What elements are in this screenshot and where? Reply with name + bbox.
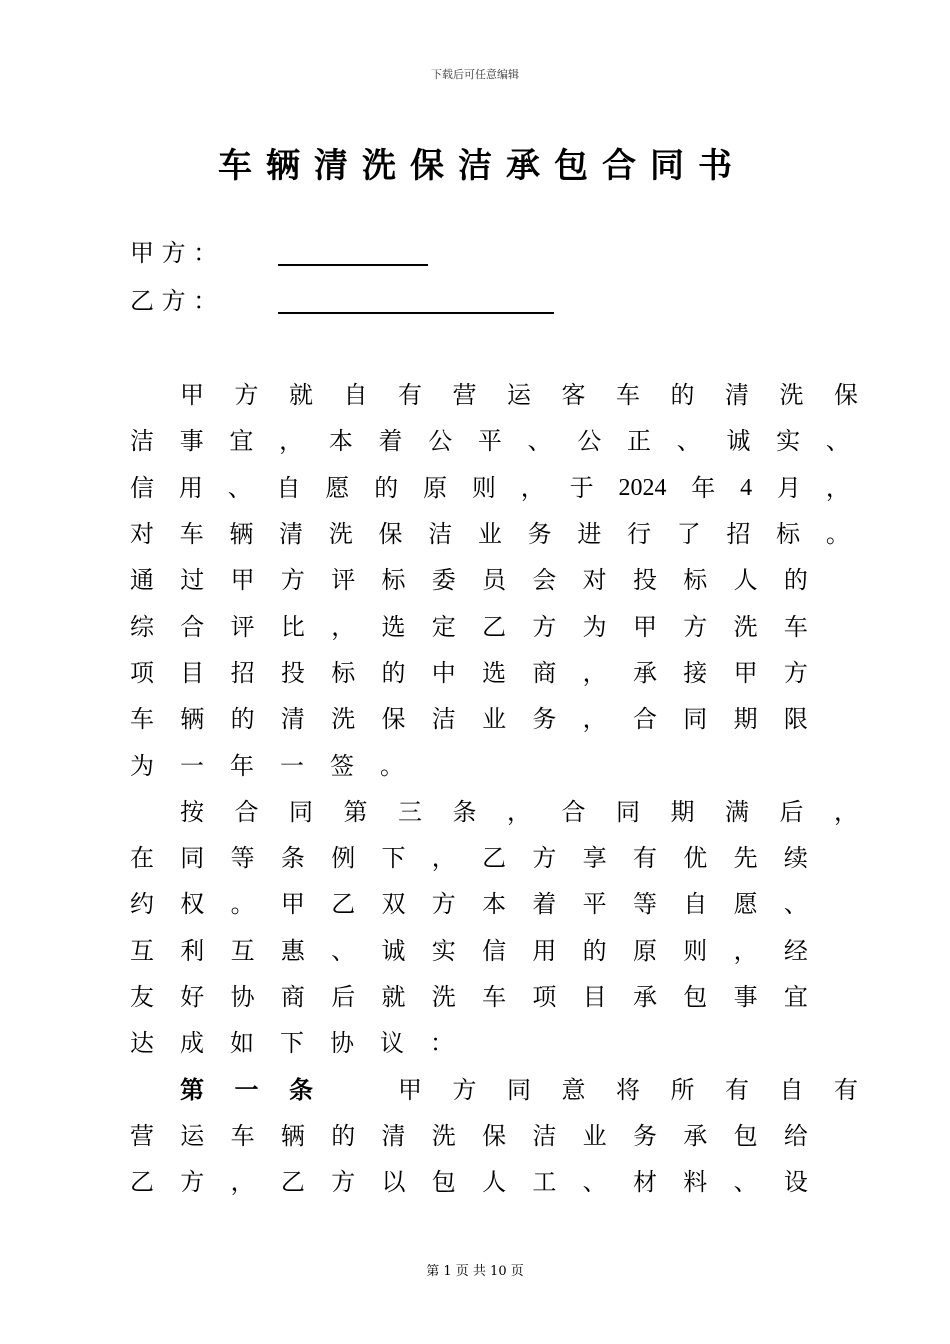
text-char: 车	[482, 983, 507, 1011]
text-char: 保	[378, 520, 403, 549]
text-char: 乙	[482, 612, 507, 641]
text-char: 的	[230, 705, 255, 734]
text-char: 先	[733, 844, 758, 873]
text-char: 标	[331, 658, 356, 687]
text-char: 了	[676, 520, 701, 549]
header-note: 下载后可任意编辑	[431, 68, 519, 81]
text-char: 招	[726, 520, 751, 549]
text-char: 洗	[733, 612, 758, 641]
text-char: 自	[683, 890, 708, 919]
article1-line	[130, 1159, 808, 1205]
text-char: ，	[431, 844, 456, 873]
text-char: 保	[381, 705, 406, 734]
text-char: 限	[783, 705, 808, 734]
text-char: 成	[180, 1029, 204, 1058]
text-char: 优	[683, 844, 708, 873]
text-char: 方	[683, 612, 708, 641]
text-char: 对	[130, 520, 154, 549]
text-char: 会	[532, 566, 557, 595]
text-char: 一	[180, 751, 204, 780]
text-char: 甲	[280, 890, 305, 919]
text-char: 洁	[130, 427, 154, 456]
paragraph1-line	[130, 603, 808, 649]
text-char: 自	[276, 473, 301, 502]
text-char: 洁	[428, 520, 453, 549]
text-char: 方	[280, 566, 305, 595]
text-char: 车	[179, 520, 204, 549]
text-char: 承	[632, 658, 657, 687]
text-char: 洁	[431, 705, 456, 734]
text-char: 营	[452, 381, 477, 410]
text-char: 方	[452, 1075, 477, 1104]
text-char: 自	[343, 381, 368, 410]
text-char: 评	[331, 566, 356, 595]
text-char: 投	[632, 566, 657, 595]
text-char: 则	[683, 936, 708, 965]
paragraph2-line	[130, 928, 808, 974]
text-char: 、	[825, 427, 850, 456]
text-char: ，	[230, 1168, 255, 1197]
text-char: 业	[482, 705, 507, 734]
text-char: 同	[507, 1075, 531, 1104]
text-char: 合	[180, 612, 205, 641]
text-char: 、	[676, 427, 701, 456]
text-char: 着	[378, 427, 403, 456]
text-char: 议	[380, 1029, 404, 1058]
text-char: 着	[532, 890, 557, 919]
text-char: 保	[834, 381, 858, 410]
text-char: 条	[280, 844, 305, 873]
text-char: 目	[180, 658, 205, 687]
text-char: 项	[532, 983, 557, 1011]
text-char: ，	[733, 936, 758, 965]
party-b-blank	[278, 290, 554, 314]
text-char: 实	[776, 427, 801, 456]
text-char: 方	[431, 890, 456, 919]
text-char: 用	[178, 473, 203, 502]
text-char: 有	[834, 1075, 858, 1104]
text-char: 双	[381, 890, 406, 919]
text-char: 达	[130, 1029, 154, 1058]
text-char: 约	[130, 890, 154, 919]
text-char: 对	[582, 566, 607, 595]
party-a-label: 甲 方 ：	[130, 239, 218, 267]
text-char: 原	[632, 936, 657, 965]
text-char: 、	[783, 890, 808, 919]
text-char: 务	[632, 1121, 657, 1150]
text-char: 宜	[229, 427, 254, 456]
text-char: 诚	[726, 427, 751, 456]
text-char: 。	[230, 890, 255, 919]
text-char: 材	[632, 1168, 657, 1197]
text-char: 评	[230, 612, 255, 641]
text-char: ，	[582, 658, 607, 687]
text-char: 。	[825, 520, 850, 549]
text-char: 方	[331, 1168, 356, 1197]
text-char: 洗	[331, 705, 356, 734]
text-char: 选	[482, 658, 507, 687]
text-char: 同	[289, 797, 313, 826]
text-char: 、	[582, 1168, 607, 1197]
text-char: 乙	[280, 1168, 305, 1197]
text-char: 行	[627, 520, 652, 549]
text-char: 则	[471, 473, 496, 502]
text-char: 。	[380, 751, 404, 780]
paragraph1-line	[130, 418, 850, 464]
text-char: 经	[783, 936, 808, 965]
text-char: 员	[482, 566, 507, 595]
article-heading-char: 条	[289, 1074, 313, 1104]
text-char: 期	[733, 705, 758, 734]
text-char: 比	[280, 612, 305, 641]
text-char: 互	[230, 936, 255, 965]
text-char: 营	[130, 1121, 154, 1150]
text-char: 用	[532, 936, 557, 965]
text-char: 人	[733, 566, 758, 595]
text-char: 商	[280, 983, 305, 1011]
text-char: 享	[582, 844, 607, 873]
text-char: 给	[783, 1121, 808, 1150]
text-char: ，	[834, 797, 858, 826]
text-char: 目	[582, 983, 607, 1011]
text-char: 同	[683, 705, 708, 734]
text-char: 清	[725, 381, 749, 410]
paragraph2-line	[130, 881, 808, 927]
text-char: 有	[632, 844, 657, 873]
text-char: 标	[381, 566, 406, 595]
paragraph2-line	[130, 974, 808, 1020]
text-char: 清	[280, 705, 305, 734]
text-char: 甲	[230, 566, 255, 595]
text-char: 事	[733, 983, 758, 1011]
text-char: 承	[632, 983, 657, 1011]
text-char: 惠	[280, 936, 305, 965]
text-char: 方	[783, 658, 808, 687]
text-char: 包	[683, 983, 708, 1011]
text-char: ，	[507, 797, 531, 826]
text-char: 洗	[779, 381, 804, 410]
text-char: 事	[179, 427, 204, 456]
text-char: 的	[331, 1121, 356, 1150]
text-char: 月	[776, 473, 801, 502]
text-char: 清	[279, 520, 304, 549]
text-char: 等	[632, 890, 657, 919]
text-char: 甲	[398, 1075, 422, 1104]
text-char: 接	[683, 658, 708, 687]
text-char: ，	[825, 473, 850, 502]
text-char: 续	[783, 844, 808, 873]
text-char: 公	[577, 427, 602, 456]
text-char: 将	[616, 1075, 640, 1104]
text-char: ，	[582, 705, 607, 734]
text-char: 委	[431, 566, 456, 595]
text-char: 车	[616, 381, 640, 410]
text-char: 信	[482, 936, 507, 965]
text-char: 诚	[381, 936, 406, 965]
text-char: 综	[130, 612, 154, 641]
text-char: 商	[532, 658, 557, 687]
text-char: 第	[343, 797, 368, 826]
paragraph1-line	[130, 372, 858, 418]
party-a-row	[130, 238, 428, 268]
text-char: 招	[230, 658, 255, 687]
text-char: 利	[180, 936, 205, 965]
text-char: 车	[230, 1121, 255, 1150]
text-char: 包	[733, 1121, 758, 1150]
paragraph1-line	[130, 742, 808, 788]
text-char: 平	[477, 427, 502, 456]
text-char: 以	[381, 1168, 406, 1197]
text-char: 有	[398, 381, 422, 410]
text-char: 车	[130, 705, 154, 734]
text-char: 如	[230, 1029, 254, 1058]
party-b-label: 乙 方 ：	[130, 287, 218, 315]
text-char: 辆	[229, 520, 254, 549]
text-char: 定	[431, 612, 456, 641]
text-char: 选	[381, 612, 406, 641]
text-char: 权	[180, 890, 205, 919]
text-char: 宜	[783, 983, 808, 1011]
text-char: 合	[561, 797, 586, 826]
text-char: 保	[482, 1121, 507, 1150]
text-char: 一	[280, 751, 304, 780]
text-char: 有	[725, 1075, 749, 1104]
article1-first-line	[130, 1066, 858, 1112]
article-heading-char: 一	[234, 1074, 259, 1104]
text-char: 、	[527, 427, 552, 456]
party-a-blank	[278, 242, 428, 266]
text-char: 本	[328, 427, 353, 456]
text-char: 为	[130, 751, 154, 780]
article-heading-char: 第	[180, 1074, 204, 1104]
text-char: 信	[130, 473, 154, 502]
text-char: 辆	[280, 1121, 305, 1150]
text-char: 承	[683, 1121, 708, 1150]
text-char: 、	[331, 936, 356, 965]
text-char: 期	[670, 797, 695, 826]
heading-gap	[344, 1078, 368, 1102]
text-char: 甲	[632, 612, 657, 641]
text-char: 项	[130, 658, 154, 687]
text-char: 等	[230, 844, 255, 873]
text-char: 正	[627, 427, 652, 456]
text-char: 就	[381, 983, 406, 1011]
text-char: 设	[783, 1168, 808, 1197]
text-char: 所	[670, 1075, 695, 1104]
text-char: ，	[331, 612, 356, 641]
text-char: 乙	[130, 1168, 154, 1197]
text-char: 洗	[328, 520, 353, 549]
text-char: 中	[431, 658, 456, 687]
text-char: 业	[477, 520, 502, 549]
text-char: 务	[527, 520, 552, 549]
text-char: 本	[482, 890, 507, 919]
text-char: 工	[532, 1168, 557, 1197]
text-char: 自	[779, 1075, 804, 1104]
text-char: 原	[423, 473, 448, 502]
text-char: 乙	[331, 890, 356, 919]
text-char: 方	[180, 1168, 205, 1197]
text-char: 方	[532, 612, 557, 641]
text-char: 例	[331, 844, 356, 873]
paragraph2-line	[130, 1020, 808, 1066]
article1-line	[130, 1113, 808, 1159]
text-char: 投	[280, 658, 305, 687]
text-char: 三	[398, 797, 422, 826]
text-char: 公	[428, 427, 453, 456]
text-char: 下	[280, 1029, 304, 1058]
text-char: 后	[779, 797, 804, 826]
paragraph2-line	[130, 835, 808, 881]
paragraph1-line	[130, 511, 850, 557]
paragraph1-line	[130, 557, 808, 603]
text-char: 条	[452, 797, 477, 826]
text-char: 、	[227, 473, 252, 502]
party-b-row	[130, 286, 554, 316]
contract-body	[130, 372, 858, 1205]
text-char: 的	[670, 381, 695, 410]
text-char: 友	[130, 983, 154, 1011]
text-char: 包	[431, 1168, 456, 1197]
text-char: 辆	[180, 705, 205, 734]
paragraph2-line	[130, 789, 858, 835]
text-char: 甲	[180, 381, 204, 410]
text-char: 、	[733, 1168, 758, 1197]
text-char: 方	[234, 381, 259, 410]
text-char: 就	[289, 381, 313, 410]
text-char: 愿	[733, 890, 758, 919]
text-char: 平	[582, 890, 607, 919]
text-char: 合	[234, 797, 259, 826]
text-char: 过	[180, 566, 205, 595]
text-char: 的	[582, 936, 607, 965]
paragraph1-line	[130, 465, 850, 511]
text-char: 通	[130, 566, 154, 595]
text-char: 签	[330, 751, 354, 780]
text-char: 进	[577, 520, 602, 549]
text-char: 下	[381, 844, 406, 873]
text-char: ，	[520, 473, 545, 502]
text-char: 务	[532, 705, 557, 734]
text-char: 按	[180, 797, 204, 826]
text-char: 车	[783, 612, 808, 641]
text-char: 标	[683, 566, 708, 595]
page-footer: 第 1 页 共 10 页	[426, 1264, 524, 1279]
text-char: 于	[569, 473, 594, 502]
text-char: 洗	[431, 1121, 456, 1150]
paragraph1-line	[130, 696, 808, 742]
text-char: 的	[783, 566, 808, 595]
text-char: 年	[230, 751, 254, 780]
text-char: 料	[683, 1168, 708, 1197]
text-char: 同	[616, 797, 640, 826]
text-char: 洗	[431, 983, 456, 1011]
text-char: 清	[381, 1121, 406, 1150]
text-char: 合	[632, 705, 657, 734]
text-char: 洁	[532, 1121, 557, 1150]
text-char: 乙	[482, 844, 507, 873]
text-char: 意	[561, 1075, 586, 1104]
text-char: 协	[230, 983, 255, 1011]
text-char: 满	[725, 797, 749, 826]
text-char: 标	[776, 520, 801, 549]
text-char: 人	[482, 1168, 507, 1197]
text-char: ，	[279, 427, 304, 456]
document-title: 车辆清洗保洁承包合同书	[218, 146, 746, 186]
text-char: 实	[431, 936, 456, 965]
text-char: 年	[691, 473, 716, 502]
text-char: ：	[430, 1029, 454, 1058]
text-char: 运	[507, 381, 531, 410]
text-char: 后	[331, 983, 356, 1011]
text-char: 同	[180, 844, 205, 873]
text-char: 甲	[733, 658, 758, 687]
paragraph1-line	[130, 650, 808, 696]
text-char: 客	[561, 381, 586, 410]
text-char: 方	[532, 844, 557, 873]
text-char: 在	[130, 844, 154, 873]
text-char: 运	[180, 1121, 205, 1150]
text-char: 的	[381, 658, 406, 687]
text-char: 业	[582, 1121, 607, 1150]
text-char: 协	[330, 1029, 354, 1058]
text-char: 愿	[325, 473, 350, 502]
text-char: 互	[130, 936, 154, 965]
text-char: 4	[740, 474, 753, 501]
text-char: 的	[374, 473, 399, 502]
text-char: 2024	[618, 474, 667, 501]
text-char: 为	[582, 612, 607, 641]
text-char: 好	[180, 983, 205, 1011]
